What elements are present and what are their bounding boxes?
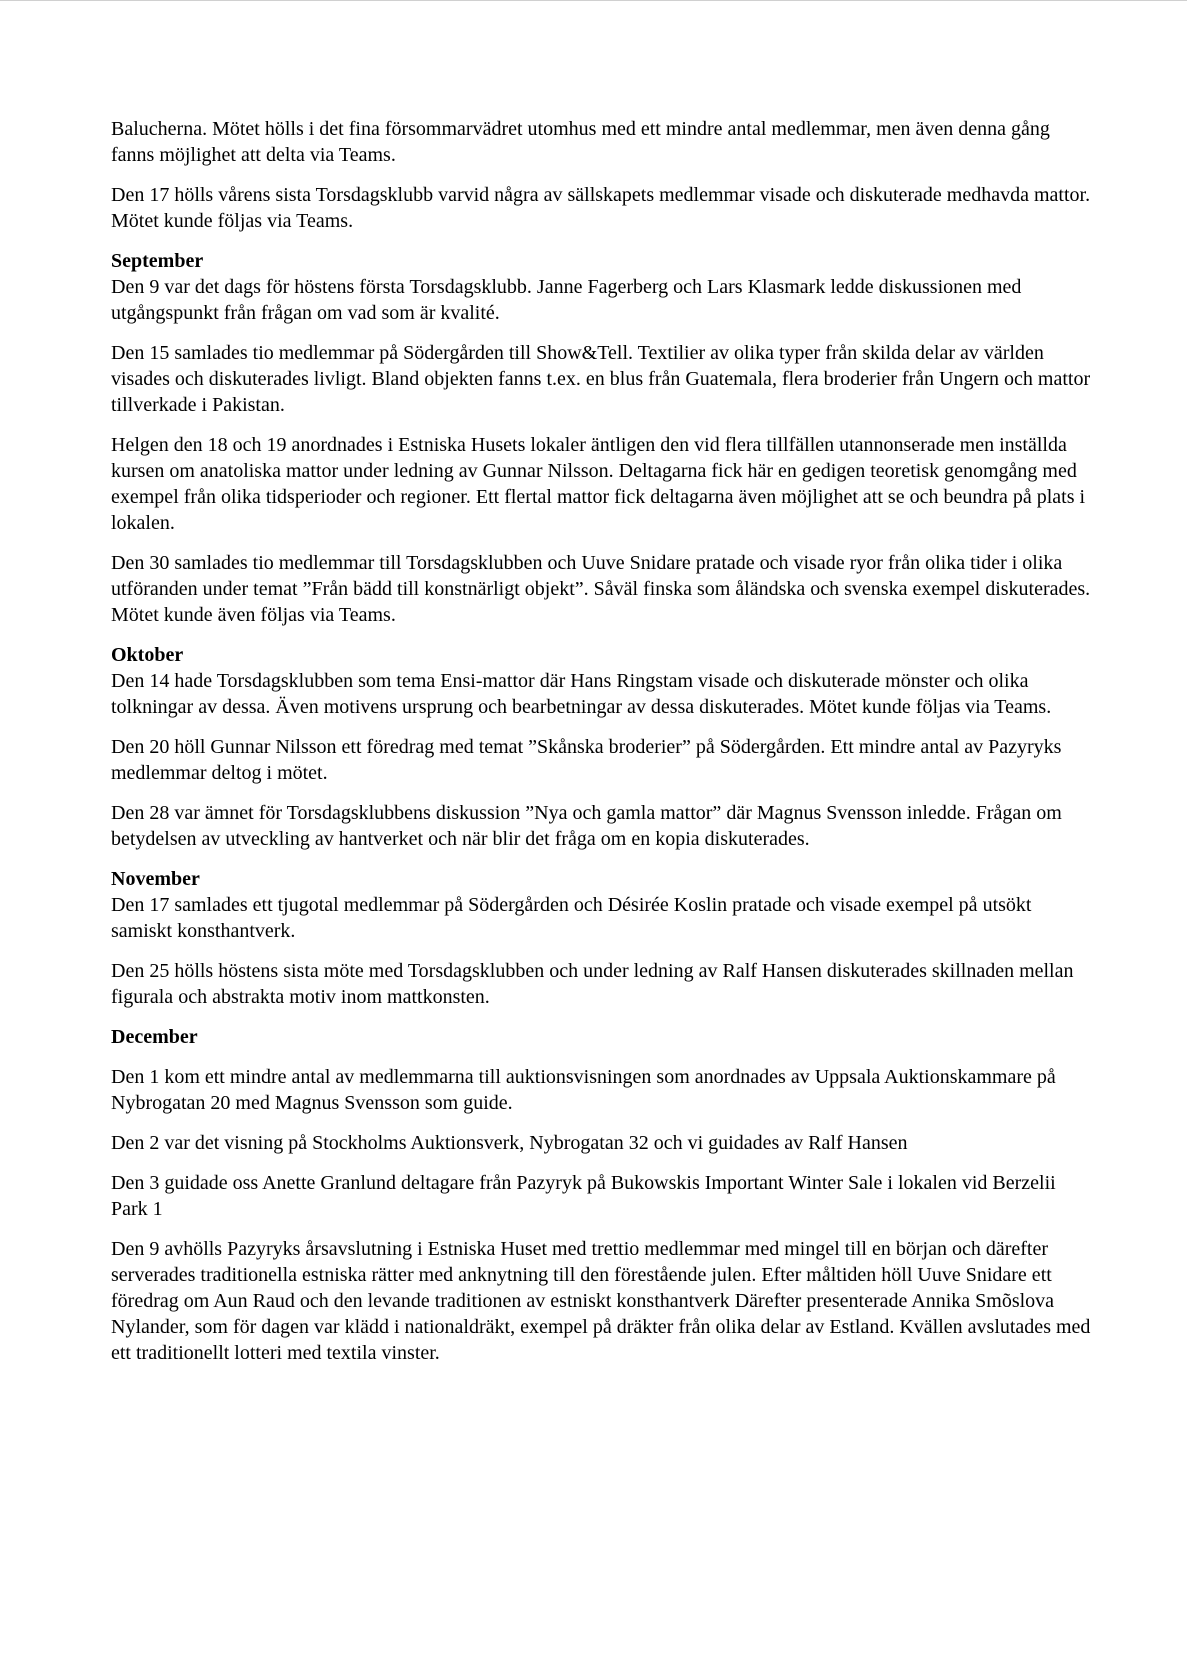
month-heading: December — [111, 1026, 198, 1048]
paragraph: Den 20 höll Gunnar Nilsson ett föredrag med temat ”Skånska broderier” på Södergården. Ett mindre antal av Pazyryks medlemmar deltog i mötet. — [111, 736, 1062, 784]
paragraph: Den 9 avhölls Pazyryks årsavslutning i Estniska Huset med trettio medlemmar med mingel till en början och därefter serverades traditionella estniska rätter med anknytning till den förestående julen. Efter måltiden höll Uuve Snidare ett föredrag om Aun Raud och den levande traditionen av estniskt konsthantverk Därefter presenterade Annika Smõslova Nylander, som för dagen var klädd i nationaldräkt, exempel på dräkter från olika delar av Estland. Kvällen avslutades med ett traditionellt lotteri med textila vinster. — [111, 1238, 1091, 1364]
paragraph: Balucherna. Mötet hölls i det fina försommarvädret utomhus med ett mindre antal medlemmar, men även denna gång fanns möjlighet att delta via Teams. — [111, 118, 1050, 166]
month-heading: September — [111, 250, 204, 272]
paragraph: Den 17 samlades ett tjugotal medlemmar på Södergården och Désirée Koslin pratade och visade exempel på utsökt samiskt konsthantverk. — [111, 894, 1032, 942]
paragraph: Den 28 var ämnet för Torsdagsklubbens diskussion ”Nya och gamla mattor” där Magnus Svensson inledde. Frågan om betydelsen av utveckling av hantverket och när blir det fråga om en kopia diskuterades. — [111, 802, 1062, 850]
paragraph: Den 15 samlades tio medlemmar på Södergården till Show&Tell. Textilier av olika typer från skilda delar av världen visades och diskuterades livligt. Bland objekten fanns t.ex. en blus från Guatemala, flera broderier från Ungern och mattor tillverkade i Pakistan. — [111, 342, 1091, 416]
paragraph: Helgen den 18 och 19 anordnades i Estniska Husets lokaler äntligen den vid flera tillfällen utannonserade men inställda kursen om anatoliska mattor under ledning av Gunnar Nilsson. Deltagarna fick här en gedigen teoretisk genomgång med exempel från olika tidsperioder och regioner. Ett flertal mattor fick deltagarna även möjlighet att se och beundra på plats i lokalen. — [111, 434, 1086, 534]
paragraph: Den 17 hölls vårens sista Torsdagsklubb varvid några av sällskapets medlemmar visade och diskuterade medhavda mattor. Mötet kunde följas via Teams. — [111, 184, 1091, 232]
paragraph: Den 2 var det visning på Stockholms Auktionsverk, Nybrogatan 32 och vi guidades av Ralf Hansen — [111, 1132, 908, 1154]
month-heading: Oktober — [111, 644, 184, 666]
document-body — [111, 116, 1091, 1380]
paragraph: Den 14 hade Torsdagsklubben som tema Ensi-mattor där Hans Ringstam visade och diskuterade mönster och olika tolkningar av dessa. Även motivens ursprung och bearbetningar av dessa diskuterades. Mötet kunde följas via Teams. — [111, 670, 1052, 718]
paragraph: Den 25 hölls höstens sista möte med Torsdagsklubben och under ledning av Ralf Hansen diskuterades skillnaden mellan figurala och abstrakta motiv inom mattkonsten. — [111, 960, 1074, 1008]
paragraph: Den 9 var det dags för höstens första Torsdagsklubb. Janne Fagerberg och Lars Klasmark ledde diskussionen med utgångspunkt från frågan om vad som är kvalité. — [111, 276, 1022, 324]
paragraph: Den 30 samlades tio medlemmar till Torsdagsklubben och Uuve Snidare pratade och visade ryor från olika tider i olika utföranden under temat ”Från bädd till konstnärligt objekt”. Såväl finska som åländska och svenska exempel diskuterades. Mötet kunde även följas via Teams. — [111, 552, 1091, 626]
month-heading: November — [111, 868, 200, 890]
paragraph: Den 3 guidade oss Anette Granlund deltagare från Pazyryk på Bukowskis Important Winter Sale i lokalen vid Berzelii Park 1 — [111, 1172, 1056, 1220]
paragraph: Den 1 kom ett mindre antal av medlemmarna till auktionsvisningen som anordnades av Uppsala Auktionskammare på Nybrogatan 20 med Magnus Svensson som guide. — [111, 1066, 1056, 1114]
